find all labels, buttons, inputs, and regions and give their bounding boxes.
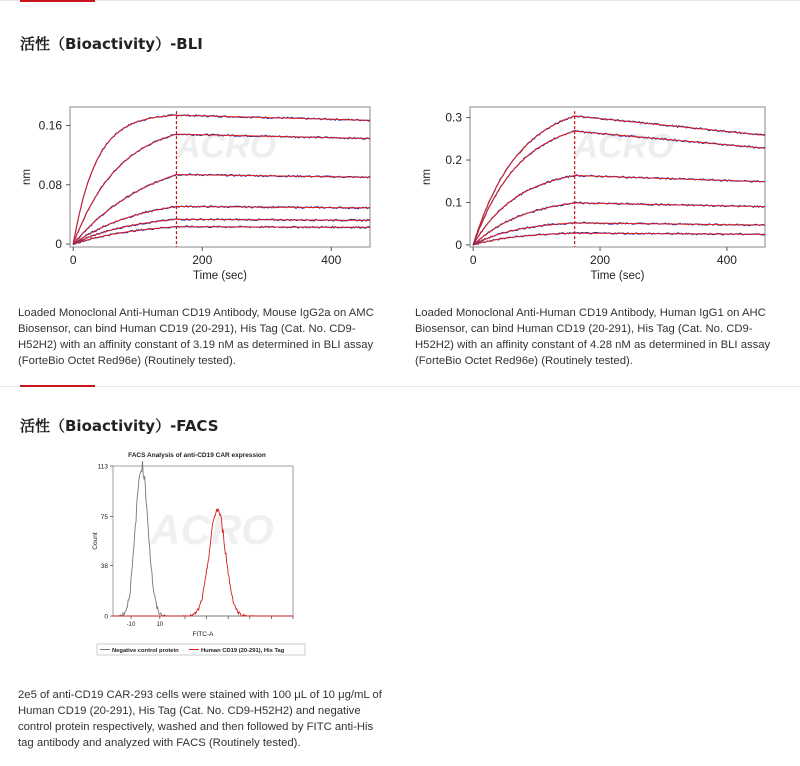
x-tick-label: 200 <box>590 253 611 267</box>
y-tick-label: 0.08 <box>38 177 62 192</box>
y-tick-label: 0.16 <box>38 118 62 133</box>
bli-section-title: 活性（Bioactivity）-BLI <box>20 35 203 53</box>
top-rule-accent <box>20 0 95 2</box>
facs-x-axis-label: FITC-A <box>192 631 214 638</box>
fit-series-4 <box>73 206 370 244</box>
bli-right-chart <box>415 95 775 290</box>
raw-series-5 <box>73 219 370 244</box>
x-tick-label: 0 <box>469 253 477 267</box>
y-tick-label: 0.1 <box>445 195 462 210</box>
x-axis-label: Time (sec) <box>590 270 645 282</box>
facs-y-tick-label: 113 <box>97 463 108 471</box>
y-axis-label: nm <box>421 169 433 185</box>
facs-x-tick-label: 10 <box>156 622 164 628</box>
watermark-text: ACRO <box>175 127 277 166</box>
facs-caption: 2e5 of anti-CD19 CAR-293 cells were stained with 100 μL of 10 μg/mL of Human CD19 (20-291), His Tag (Cat. No. CD9-H52H2) and negative control protein respectively, washed and then followed by FITC anti-His tag antibody and analyzed with FACS (Routinely tested). <box>18 689 382 749</box>
facs-y-tick-label: 38 <box>100 563 108 571</box>
facs-title: FACS Analysis of anti-CD19 CAR expression <box>128 452 266 459</box>
raw-series-4 <box>73 206 370 244</box>
x-tick-label: 200 <box>192 253 213 267</box>
y-tick-label: 0 <box>55 237 62 252</box>
bli-left-chart <box>18 92 380 292</box>
x-axis-label: Time (sec) <box>193 270 247 282</box>
section-divider <box>0 386 800 387</box>
fit-series-6 <box>73 227 370 244</box>
y-tick-label: 0.2 <box>445 153 462 168</box>
facs-watermark-text: ACRO <box>150 506 274 553</box>
facs-section-title: 活性（Bioactivity）-FACS <box>20 417 219 435</box>
fit-series-5 <box>73 219 370 244</box>
facs-chart <box>85 448 310 673</box>
y-tick-label: 0 <box>455 237 462 252</box>
raw-series-3 <box>73 174 370 245</box>
facs-y-tick-label: 0 <box>104 613 108 621</box>
y-axis-label: nm <box>21 169 33 185</box>
x-tick-label: 400 <box>321 253 342 267</box>
watermark-text: ACRO <box>573 127 674 166</box>
section-divider-accent <box>20 385 95 387</box>
bli-left-caption: Loaded Monoclonal Anti-Human CD19 Antibody, Mouse IgG2a on AMC Biosensor, can bind Human CD19 (20-291), His Tag (Cat. No. CD9-H52H2) with an affinity constant of 3.19 nM as determined in BLI assay (ForteBio Octet Red96e) (Routinely tested). <box>18 307 374 367</box>
x-tick-label: 0 <box>69 253 77 267</box>
facs-y-tick-label: 75 <box>100 513 108 521</box>
top-rule <box>0 0 800 1</box>
facs-y-axis-label: Count <box>92 532 99 550</box>
x-tick-label: 400 <box>716 253 737 267</box>
facs-x-tick-label: -10 <box>126 622 136 628</box>
legend-label-cd19: Human CD19 (20-291), His Tag <box>201 648 285 654</box>
y-tick-label: 0.3 <box>445 110 462 125</box>
legend-label-negative: Negative control protein <box>112 648 179 654</box>
bli-right-caption: Loaded Monoclonal Anti-Human CD19 Antibody, Human IgG1 on AHC Biosensor, can bind Human CD19 (20-291), His Tag (Cat. No. CD9-H52H2) with an affinity constant of 4.28 nM as determined in BLI assay (ForteBio Octet Red96e) (Routinely tested). <box>415 307 771 367</box>
